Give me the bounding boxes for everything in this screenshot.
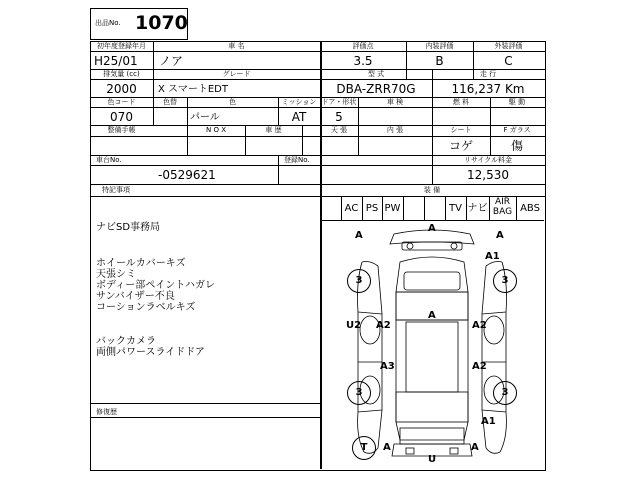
equip-cell: PS xyxy=(365,203,379,214)
damage-side-left: A2 xyxy=(376,320,391,331)
equipment-header: 装 備 xyxy=(423,186,441,194)
score-label: 評価点 xyxy=(352,42,374,50)
car-name-label: 車 名 xyxy=(228,42,245,50)
grade-label: グレード xyxy=(222,70,251,78)
color-code-value: 070 xyxy=(110,110,133,124)
nox-label: N O X xyxy=(206,126,226,134)
inspection-label: 車 検 xyxy=(386,98,404,106)
interior-label: 内装評価 xyxy=(425,42,454,50)
recycle-value: 12,530 xyxy=(467,168,509,182)
damage-front-right: A xyxy=(496,230,504,241)
damage-a2-rear-right: A2 xyxy=(472,361,487,372)
damage-a1-top: A1 xyxy=(485,251,500,262)
manual-label: 整備手帳 xyxy=(107,126,136,134)
glass-label: F ガラス xyxy=(503,126,531,134)
damage-side-right: A2 xyxy=(472,320,487,331)
damage-a1-bottom: A1 xyxy=(481,416,496,427)
color-value: パール xyxy=(190,112,220,123)
exterior-label: 外装評価 xyxy=(494,42,523,50)
year-label: 初年度登録年月 xyxy=(97,42,146,50)
doors-label: ドア・形状 xyxy=(321,98,357,106)
damage-a3: A3 xyxy=(380,361,395,372)
interior-value: B xyxy=(435,54,444,68)
year-value: H25/01 xyxy=(94,54,138,68)
color-code-label: 色コード xyxy=(107,98,136,106)
color-label: 色 xyxy=(229,98,236,106)
tyre-rear-right: 3 xyxy=(493,381,517,405)
equip-cell: ABS xyxy=(520,203,540,214)
notes-header: 特記事項 xyxy=(102,186,130,194)
car-name-value: ノア xyxy=(159,54,184,68)
seat-value: コゲ xyxy=(448,139,473,153)
repair-history-label: 修復歴 xyxy=(96,408,117,416)
equip-cell: TV xyxy=(449,203,462,214)
equip-cell: ナビ xyxy=(467,203,488,214)
note-line: バックカメラ xyxy=(96,336,156,347)
damage-roof: A xyxy=(428,310,436,321)
damage-rear-right: A xyxy=(471,442,479,453)
mileage-label: 走 行 xyxy=(479,70,497,78)
tyre-front-left: 3 xyxy=(347,269,371,293)
drive-label: 駆 動 xyxy=(508,98,526,106)
chassis-value: -0529621 xyxy=(158,168,216,182)
lot-number: 1070 xyxy=(135,12,188,34)
note-line: ナビSD事務局 xyxy=(96,222,161,233)
cc-value: 2000 xyxy=(106,82,137,96)
seat-label: シート xyxy=(450,126,472,134)
glass-value: 傷 xyxy=(510,139,523,153)
equip-cell-airbag: AIR BAG xyxy=(492,197,513,217)
damage-u2: U2 xyxy=(346,320,362,331)
color-change-label: 色替 xyxy=(163,98,177,106)
mission-value: AT xyxy=(291,110,307,124)
mileage-value: 116,237 Km xyxy=(451,82,525,96)
note-line: ボディー部ペイントハガレ xyxy=(96,280,215,291)
roof-label: 天 張 xyxy=(330,126,348,134)
cc-label: 排気量 (cc) xyxy=(103,70,140,78)
fuel-label: 燃 料 xyxy=(452,98,470,106)
damage-front-left: A xyxy=(355,230,363,241)
damage-front: A xyxy=(428,223,436,234)
chassis-label: 車台No. xyxy=(96,156,122,164)
registration-label: 登録No. xyxy=(284,156,310,164)
history-label: 車 歴 xyxy=(265,126,282,134)
tyre-front-right: 3 xyxy=(493,269,517,293)
damage-t: T xyxy=(352,436,376,460)
model-label: 型 式 xyxy=(367,70,385,78)
interior-lining-label: 内 張 xyxy=(386,126,404,134)
exterior-value: C xyxy=(504,54,513,68)
note-line: コーションラベルキズ xyxy=(96,302,196,313)
damage-rear-left: A xyxy=(383,442,391,453)
damage-rear-u: U xyxy=(428,454,437,465)
lot-label: 出品No. xyxy=(95,19,121,27)
model-value: DBA-ZRR70G xyxy=(336,82,416,96)
equip-cell: AC xyxy=(344,203,359,214)
car-diagram xyxy=(322,222,542,468)
tyre-rear-left: 3 xyxy=(347,381,371,405)
recycle-label: リサイクル料金 xyxy=(463,156,513,164)
note-line: 両側パワースライドドア xyxy=(96,347,205,358)
doors-value: 5 xyxy=(335,110,343,124)
note-line: ホイールカバーキズ xyxy=(96,258,186,269)
note-line: サンバイザー不良 xyxy=(96,291,175,302)
grade-value: X スマートEDT xyxy=(158,84,228,95)
mission-label: ミッション xyxy=(281,98,317,106)
score-value: 3.5 xyxy=(353,54,373,68)
equip-cell: PW xyxy=(384,203,401,214)
note-line: 天張シミ xyxy=(96,269,136,280)
